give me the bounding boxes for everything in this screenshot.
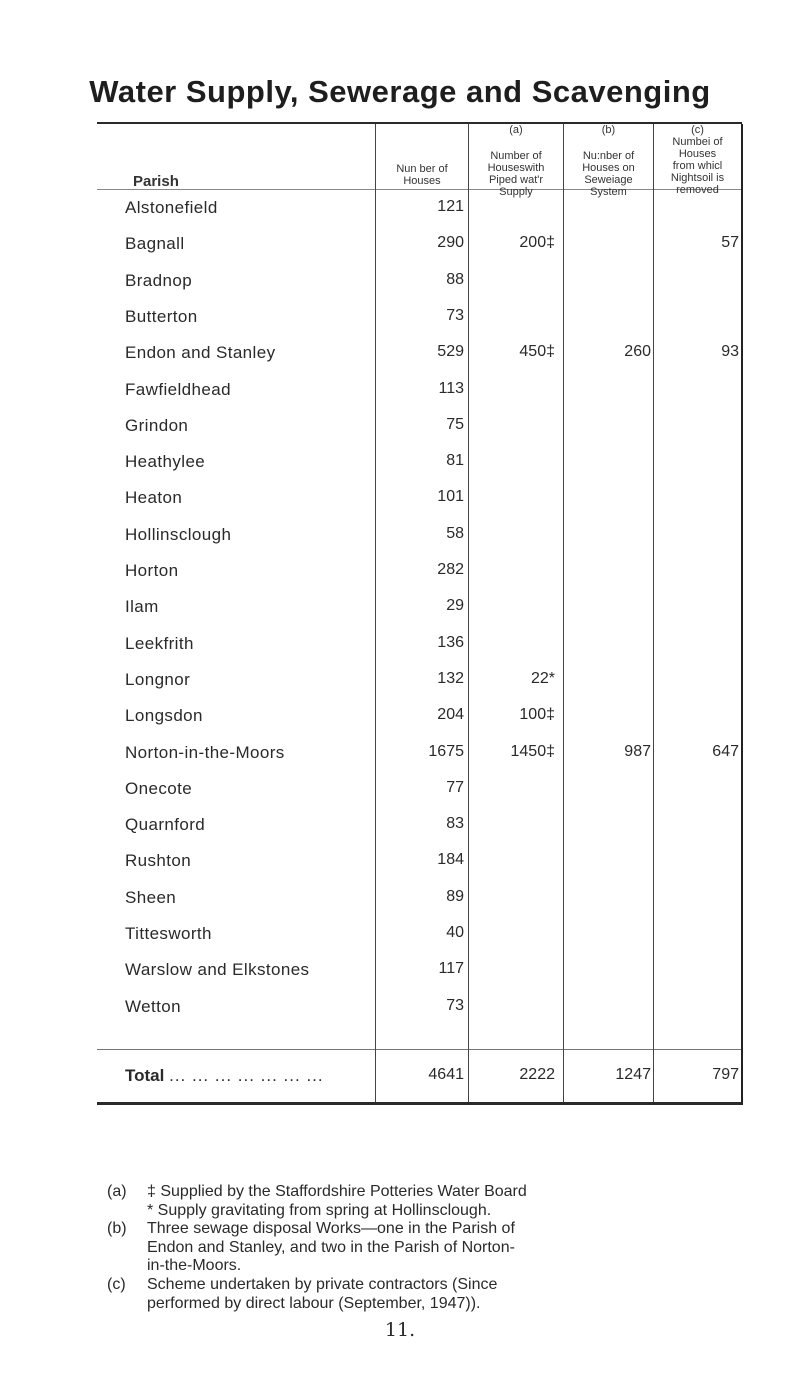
houses-count: 184 <box>437 851 464 869</box>
parish-name: Longnor <box>125 669 191 689</box>
table-row <box>0 525 800 557</box>
nightsoil-count: 57 <box>721 234 739 252</box>
table-row <box>0 380 800 412</box>
header-b: (b) Nu:nber of Houses on Seweiage System <box>582 124 635 198</box>
parish-name: Heathylee <box>125 452 206 472</box>
houses-count: 136 <box>437 633 464 651</box>
header-c: (c) Numbei of Houses from whicl Nightsoil is removed <box>670 124 725 196</box>
table-row <box>0 634 800 666</box>
total-top-rule <box>97 1049 742 1050</box>
parish-name: Onecote <box>125 778 193 798</box>
header-a: (a) Number of Houseswith Piped wat'r Supply <box>487 124 545 198</box>
parish-name: Hollinsclough <box>125 524 232 544</box>
parish-name: Alstonefield <box>125 198 218 217</box>
total-b: 1247 <box>615 1066 651 1083</box>
houses-count: 121 <box>437 198 464 215</box>
nightsoil-count: 93 <box>721 343 739 361</box>
parish-name: Rushton <box>125 851 192 871</box>
table-row <box>0 706 800 738</box>
table-row <box>0 924 800 956</box>
table-row <box>0 198 800 230</box>
table-row <box>0 815 800 847</box>
table-row <box>0 670 800 702</box>
houses-count: 529 <box>437 343 464 361</box>
piped-water-count: 1450‡ <box>510 742 555 760</box>
parish-name: Butterton <box>125 306 198 326</box>
total-a: 2222 <box>519 1066 555 1083</box>
houses-count: 73 <box>446 996 464 1014</box>
parish-name: Warslow and Elkstones <box>125 960 310 980</box>
piped-water-count: 22* <box>530 669 555 687</box>
header-houses: Nun ber of Houses <box>396 163 448 187</box>
table-row <box>0 851 800 883</box>
houses-count: 132 <box>437 669 464 687</box>
table-row <box>0 416 800 448</box>
parish-name: Bradnop <box>125 270 193 290</box>
table-row <box>0 307 800 339</box>
table-row <box>0 597 800 629</box>
total-leader-dots: ... ... ... ... ... ... ... <box>169 1066 324 1085</box>
parish-name: Quarnford <box>125 815 206 835</box>
parish-name: Fawfieldhead <box>125 379 231 399</box>
houses-count: 77 <box>446 778 464 796</box>
parish-name: Wetton <box>125 996 181 1016</box>
sewerage-count: 987 <box>624 742 651 760</box>
parish-name: Bagnall <box>125 234 185 254</box>
parish-name: Leekfrith <box>125 633 194 653</box>
table-row <box>0 271 800 303</box>
houses-count: 117 <box>438 960 464 978</box>
parish-name: Tittesworth <box>125 924 212 943</box>
header-parish: Parish <box>133 173 179 190</box>
table-bottom-rule <box>97 1102 742 1105</box>
page-number: 11. <box>384 1319 416 1341</box>
houses-count: 282 <box>437 561 464 578</box>
houses-count: 29 <box>446 597 464 615</box>
houses-count: 40 <box>446 924 464 941</box>
parish-name: Grindon <box>125 415 189 435</box>
parish-name: Ilam <box>125 597 159 617</box>
table-row <box>0 779 800 811</box>
table-row <box>0 234 800 266</box>
houses-count: 101 <box>437 488 464 506</box>
table-row <box>0 960 800 992</box>
parish-name: Endon and Stanley <box>125 343 276 363</box>
houses-count: 73 <box>446 306 464 324</box>
table-row <box>0 561 800 593</box>
parish-name: Heaton <box>125 488 183 508</box>
piped-water-count: 100‡ <box>519 706 555 724</box>
houses-count: 204 <box>437 706 464 724</box>
total-houses: 4641 <box>428 1066 464 1083</box>
houses-count: 83 <box>446 815 464 833</box>
houses-count: 290 <box>437 234 464 252</box>
piped-water-count: 450‡ <box>519 343 555 361</box>
page-title: Water Supply, Sewerage and Scavenging <box>89 74 711 109</box>
table-row <box>0 452 800 484</box>
houses-count: 113 <box>438 379 464 397</box>
houses-count: 89 <box>446 887 464 905</box>
houses-count: 75 <box>446 415 464 433</box>
total-label: Total <box>125 1066 165 1085</box>
nightsoil-count: 647 <box>712 742 739 760</box>
houses-count: 1675 <box>428 742 464 760</box>
sewerage-count: 260 <box>624 343 651 361</box>
piped-water-count: 200‡ <box>519 234 555 252</box>
parish-name: Sheen <box>125 887 177 907</box>
table-row <box>0 997 800 1029</box>
houses-count: 81 <box>446 452 464 470</box>
total-c: 797 <box>712 1066 739 1083</box>
table-row <box>0 888 800 920</box>
parish-name: Norton-in-the-Moors <box>125 742 285 762</box>
parish-name: Longsdon <box>125 706 203 726</box>
parish-name: Horton <box>125 561 179 580</box>
total-row <box>0 1066 800 1098</box>
table-row <box>0 488 800 520</box>
houses-count: 88 <box>446 270 464 288</box>
table-row <box>0 743 800 775</box>
houses-count: 58 <box>446 524 464 542</box>
table-row <box>0 343 800 375</box>
